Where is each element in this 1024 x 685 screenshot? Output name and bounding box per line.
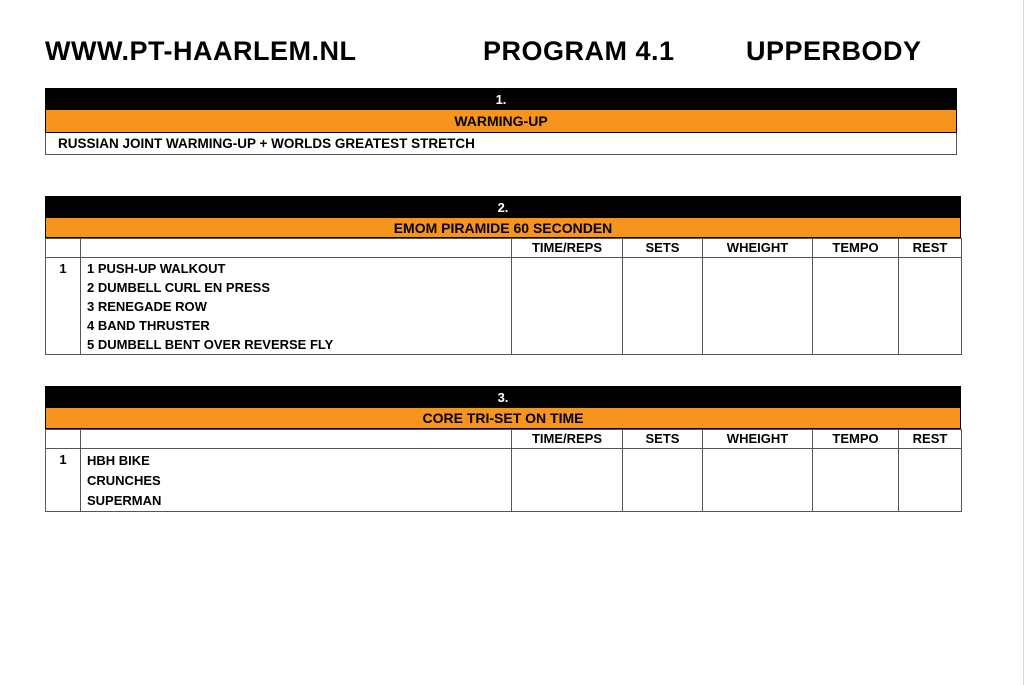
focus-title: UPPERBODY	[746, 36, 922, 66]
tempo-cell[interactable]	[813, 449, 899, 512]
exercise-item: 2 DUMBELL CURL EN PRESS	[87, 280, 270, 295]
rest-cell[interactable]	[899, 449, 962, 512]
col-tempo: TEMPO	[813, 239, 899, 258]
exercise-table	[45, 429, 962, 512]
exercise-list	[81, 258, 512, 355]
row-number: 1	[46, 449, 81, 512]
section-title: WARMING-UP	[45, 110, 957, 133]
section-title: CORE TRI-SET ON TIME	[45, 408, 961, 429]
col-tempo: TEMPO	[813, 430, 899, 449]
section-title: EMOM PIRAMIDE 60 SECONDEN	[45, 218, 961, 238]
exercise-item: 1 PUSH-UP WALKOUT	[87, 261, 226, 276]
section-core	[45, 386, 961, 512]
section-number: 2.	[45, 196, 961, 218]
weight-cell[interactable]	[703, 258, 813, 355]
header-cell-empty	[46, 430, 81, 449]
col-time-reps: TIME/REPS	[512, 430, 623, 449]
section-number: 3.	[45, 386, 961, 408]
col-rest: REST	[899, 430, 962, 449]
col-weight: WHEIGHT	[703, 239, 813, 258]
weight-cell[interactable]	[703, 449, 813, 512]
table-row	[46, 449, 962, 512]
col-time-reps: TIME/REPS	[512, 239, 623, 258]
row-number: 1	[46, 258, 81, 355]
col-weight: WHEIGHT	[703, 430, 813, 449]
exercise-item: CRUNCHES	[87, 473, 161, 488]
exercise-item: 4 BAND THRUSTER	[87, 318, 210, 333]
exercise-item: 3 RENEGADE ROW	[87, 299, 207, 314]
exercise-list	[81, 449, 512, 512]
time-reps-cell[interactable]	[512, 449, 623, 512]
exercise-item: 5 DUMBELL BENT OVER REVERSE FLY	[87, 337, 334, 352]
col-sets: SETS	[623, 239, 703, 258]
header-cell-empty	[81, 239, 512, 258]
time-reps-cell[interactable]	[512, 258, 623, 355]
header-cell-empty	[81, 430, 512, 449]
program-title: PROGRAM 4.1	[483, 36, 675, 66]
table-header-row	[46, 239, 962, 258]
exercise-table	[45, 238, 962, 355]
rest-cell[interactable]	[899, 258, 962, 355]
header-cell-empty	[46, 239, 81, 258]
col-sets: SETS	[623, 430, 703, 449]
warming-up-text: RUSSIAN JOINT WARMING-UP + WORLDS GREATEST STRETCH	[45, 133, 957, 155]
sets-cell[interactable]	[623, 258, 703, 355]
table-row	[46, 258, 962, 355]
sets-cell[interactable]	[623, 449, 703, 512]
section-warming-up	[45, 88, 957, 155]
exercise-item: HBH BIKE	[87, 453, 150, 468]
site-title: WWW.PT-HAARLEM.NL	[45, 36, 357, 66]
tempo-cell[interactable]	[813, 258, 899, 355]
section-number: 1.	[45, 88, 957, 110]
section-emom	[45, 196, 961, 355]
table-header-row	[46, 430, 962, 449]
col-rest: REST	[899, 239, 962, 258]
exercise-item: SUPERMAN	[87, 493, 162, 508]
